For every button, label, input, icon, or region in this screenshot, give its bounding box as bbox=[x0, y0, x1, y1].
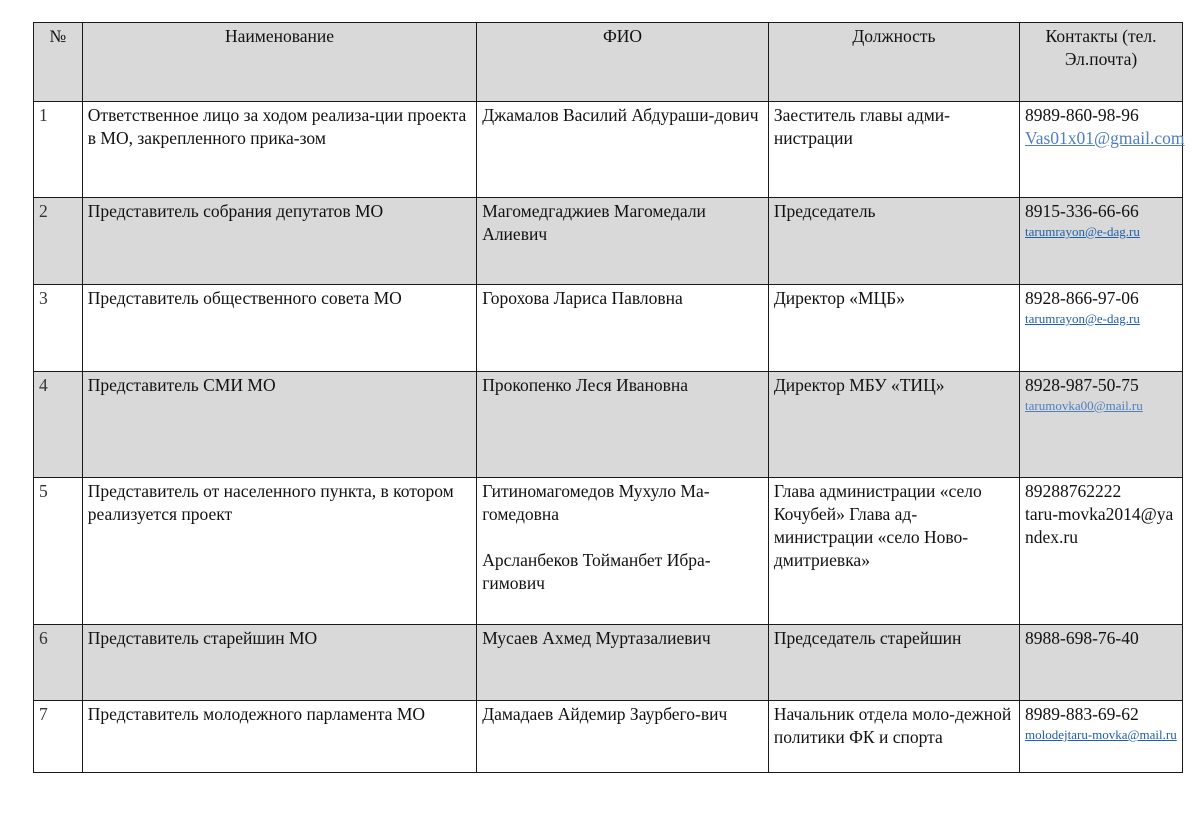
row-name: Представитель от населенного пункта, в котором реализуется проект bbox=[82, 478, 476, 625]
header-row bbox=[34, 23, 1183, 102]
row-phone: 8989-860-98-96 bbox=[1025, 105, 1139, 125]
row-fio: Джамалов Василий Абдураши-дович bbox=[477, 102, 769, 198]
row-email-link[interactable]: Vas01x01@gmail.com bbox=[1025, 128, 1185, 148]
row-position: Председатель старейшин bbox=[768, 625, 1019, 701]
row-contacts bbox=[1020, 701, 1183, 773]
row-phone: 8928-987-50-75 bbox=[1025, 375, 1139, 395]
row-phone: 8988-698-76-40 bbox=[1025, 628, 1139, 648]
row-name: Представитель собрания депутатов МО bbox=[82, 198, 476, 285]
row-number: 5 bbox=[34, 478, 83, 625]
row-name: Представитель общественного совета МО bbox=[82, 285, 476, 372]
row-contacts bbox=[1020, 625, 1183, 701]
row-contacts bbox=[1020, 285, 1183, 372]
row-phone: 8989-883-69-62 bbox=[1025, 704, 1139, 724]
row-fio: Горохова Лариса Павловна bbox=[477, 285, 769, 372]
row-position: Председатель bbox=[768, 198, 1019, 285]
table-row bbox=[34, 198, 1183, 285]
row-email-link[interactable]: tarumrayon@e-dag.ru bbox=[1025, 311, 1140, 326]
row-name: Представитель старейшин МО bbox=[82, 625, 476, 701]
table-row bbox=[34, 372, 1183, 478]
row-fio: Прокопенко Леся Ивановна bbox=[477, 372, 769, 478]
row-fio-secondary: Арсланбеков Тойманбет Ибра-гимович bbox=[482, 550, 711, 593]
header-name: Наименование bbox=[82, 23, 476, 102]
table-row bbox=[34, 478, 1183, 625]
contacts-table bbox=[33, 22, 1183, 773]
row-position: Директор МБУ «ТИЦ» bbox=[768, 372, 1019, 478]
row-email-link[interactable]: molodejtaru-movka@mail.ru bbox=[1025, 727, 1177, 742]
row-position: Начальник отдела моло-дежной политики ФК и спорта bbox=[768, 701, 1019, 773]
row-position: Глава администрации «село Кочубей» Глава ад-министрации «село Ново-дмитриевка» bbox=[768, 478, 1019, 625]
row-name: Представитель СМИ МО bbox=[82, 372, 476, 478]
row-contacts bbox=[1020, 102, 1183, 198]
row-phone: 8928-866-97-06 bbox=[1025, 288, 1139, 308]
row-phone: 89288762222 bbox=[1025, 481, 1122, 501]
row-number: 1 bbox=[34, 102, 83, 198]
row-phone: 8915-336-66-66 bbox=[1025, 201, 1139, 221]
row-name: Ответственное лицо за ходом реализа-ции проекта в МО, закрепленного прика-зом bbox=[82, 102, 476, 198]
row-fio: Магомедгаджиев Магомедали Алиевич bbox=[477, 198, 769, 285]
row-fio: Мусаев Ахмед Муртазалиевич bbox=[477, 625, 769, 701]
row-email[interactable]: taru-movka2014@yandex.ru bbox=[1025, 504, 1174, 547]
row-number: 6 bbox=[34, 625, 83, 701]
table-row bbox=[34, 285, 1183, 372]
header-contacts: Контакты (тел. Эл.почта) bbox=[1020, 23, 1183, 102]
row-fio: Дамадаев Айдемир Заурбего-вич bbox=[477, 701, 769, 773]
header-number: № bbox=[34, 23, 83, 102]
row-fio: Гитиномагомедов Мухуло Ма-гомедовна bbox=[482, 481, 710, 524]
row-number: 7 bbox=[34, 701, 83, 773]
row-number: 4 bbox=[34, 372, 83, 478]
header-fio: ФИО bbox=[477, 23, 769, 102]
row-fio-cell bbox=[477, 478, 769, 625]
table-row bbox=[34, 102, 1183, 198]
row-position: Директор «МЦБ» bbox=[768, 285, 1019, 372]
table-row bbox=[34, 625, 1183, 701]
row-number: 2 bbox=[34, 198, 83, 285]
table-row bbox=[34, 701, 1183, 773]
header-position: Должность bbox=[768, 23, 1019, 102]
row-email-link[interactable]: tarumrayon@e-dag.ru bbox=[1025, 224, 1140, 239]
row-name: Представитель молодежного парламента МО bbox=[82, 701, 476, 773]
row-position: Заеститель главы адми-нистрации bbox=[768, 102, 1019, 198]
row-contacts bbox=[1020, 478, 1183, 625]
row-contacts bbox=[1020, 372, 1183, 478]
row-email-link[interactable]: tarumovka00@mail.ru bbox=[1025, 398, 1143, 413]
row-number: 3 bbox=[34, 285, 83, 372]
row-contacts bbox=[1020, 198, 1183, 285]
